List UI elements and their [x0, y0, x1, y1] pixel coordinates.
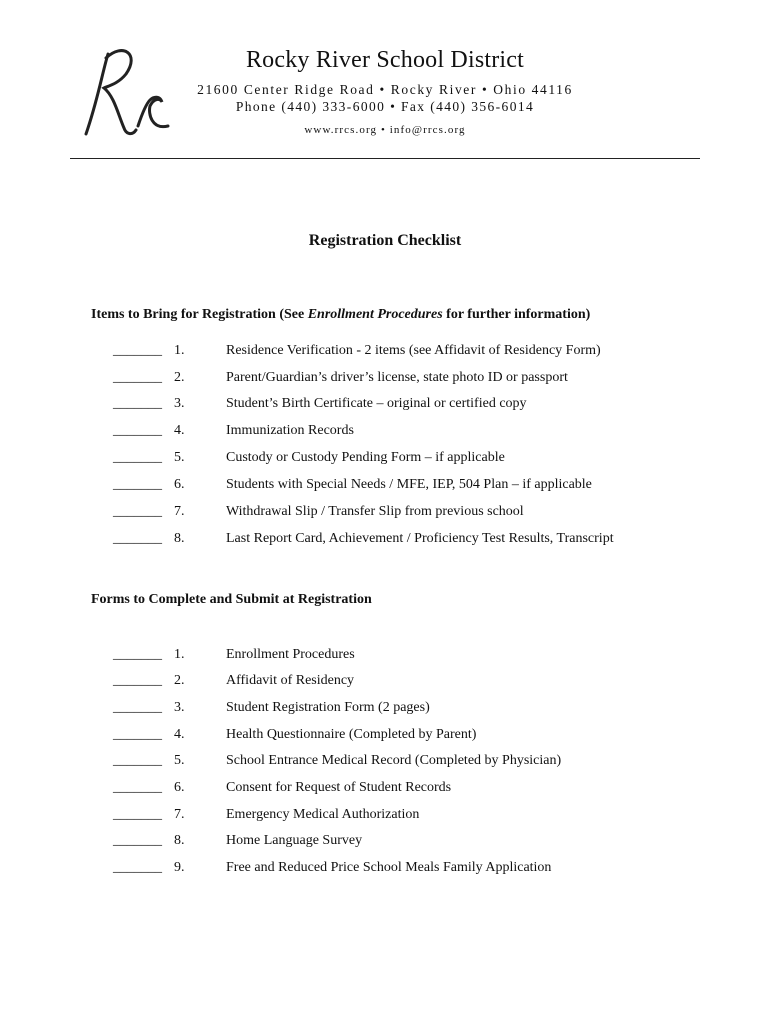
checkbox-blank-line[interactable]: _______: [113, 647, 162, 662]
checklist-row: [0, 504, 770, 524]
checkbox-blank-line[interactable]: _______: [113, 396, 162, 411]
checklist-row: [0, 673, 770, 693]
item-text: Parent/Guardian’s driver’s license, state photo ID or passport: [226, 370, 568, 385]
item-text: School Entrance Medical Record (Completed by Physician): [226, 753, 562, 768]
checkbox-blank-line[interactable]: _______: [113, 860, 162, 875]
checkbox-blank-line[interactable]: _______: [113, 700, 162, 715]
item-number: 6.: [174, 780, 185, 795]
checklist-row: [0, 370, 770, 390]
page-title: Registration Checklist: [308, 232, 462, 249]
checklist-row: [0, 753, 770, 773]
district-address: 21600 Center Ridge Road • Rocky River • Ohio 44116: [197, 82, 573, 97]
checkbox-blank-line[interactable]: _______: [113, 450, 162, 465]
checkbox-blank-line[interactable]: _______: [113, 753, 162, 768]
item-number: 6.: [174, 477, 185, 492]
checkbox-blank-line[interactable]: _______: [113, 423, 162, 438]
item-number: 2.: [174, 673, 185, 688]
checkbox-blank-line[interactable]: _______: [113, 780, 162, 795]
checklist-row: [0, 396, 770, 416]
checkbox-blank-line[interactable]: _______: [113, 504, 162, 519]
checkbox-blank-line[interactable]: _______: [113, 673, 162, 688]
checkbox-blank-line[interactable]: _______: [113, 727, 162, 742]
section-heading-prefix: Forms to Complete and Submit at Registration: [91, 592, 372, 607]
item-number: 5.: [174, 450, 185, 465]
checklist-row: [0, 780, 770, 800]
item-text: Home Language Survey: [226, 833, 363, 848]
item-number: 8.: [174, 833, 185, 848]
item-text: Residence Verification - 2 items (see Affidavit of Residency Form): [226, 343, 601, 358]
item-text: Affidavit of Residency: [226, 673, 355, 688]
checklist-row: [0, 647, 770, 667]
checklist-row: [0, 343, 770, 363]
section-heading-items-to-bring: [91, 307, 590, 323]
section-heading-forms-to-complete: [91, 592, 372, 608]
item-number: 8.: [174, 531, 185, 546]
item-number: 4.: [174, 423, 185, 438]
section-heading-suffix: for further information): [442, 307, 591, 322]
item-text: Withdrawal Slip / Transfer Slip from previous school: [226, 504, 524, 519]
checklist-row: [0, 423, 770, 443]
item-text: Immunization Records: [226, 423, 354, 438]
checklist-row: [0, 477, 770, 497]
item-text: Free and Reduced Price School Meals Family Application: [226, 860, 552, 875]
checklist-row: [0, 700, 770, 720]
item-number: 7.: [174, 504, 185, 519]
district-phone-fax: Phone (440) 333-6000 • Fax (440) 356-6014: [235, 99, 535, 114]
district-name: Rocky River School District: [245, 47, 525, 73]
item-number: 5.: [174, 753, 185, 768]
item-number: 2.: [174, 370, 185, 385]
item-text: Custody or Custody Pending Form – if applicable: [226, 450, 505, 465]
checklist-row: [0, 833, 770, 853]
checkbox-blank-line[interactable]: _______: [113, 370, 162, 385]
item-text: Last Report Card, Achievement / Proficiency Test Results, Transcript: [226, 531, 614, 546]
checkbox-blank-line[interactable]: _______: [113, 531, 162, 546]
item-text: Health Questionnaire (Completed by Parent): [226, 727, 477, 742]
item-number: 1.: [174, 647, 185, 662]
item-number: 9.: [174, 860, 185, 875]
item-number: 3.: [174, 700, 185, 715]
checkbox-blank-line[interactable]: _______: [113, 343, 162, 358]
checklist-row: [0, 450, 770, 470]
item-text: Student Registration Form (2 pages): [226, 700, 430, 715]
section-heading-emphasis: Enrollment Procedures: [307, 307, 443, 322]
item-number: 1.: [174, 343, 185, 358]
item-text: Enrollment Procedures: [226, 647, 355, 662]
item-text: Emergency Medical Authorization: [226, 807, 420, 822]
item-text: Student’s Birth Certificate – original or certified copy: [226, 396, 527, 411]
checklist-row: [0, 531, 770, 551]
item-number: 3.: [174, 396, 185, 411]
checklist-row: [0, 807, 770, 827]
item-text: Consent for Request of Student Records: [226, 780, 452, 795]
section-heading-prefix: Items to Bring for Registration (See: [91, 307, 308, 322]
item-number: 7.: [174, 807, 185, 822]
checklist-row: [0, 727, 770, 747]
item-number: 4.: [174, 727, 185, 742]
checklist-row: [0, 860, 770, 880]
checkbox-blank-line[interactable]: _______: [113, 477, 162, 492]
checkbox-blank-line[interactable]: _______: [113, 833, 162, 848]
header-divider: [70, 158, 700, 159]
district-web-email: www.rrcs.org • info@rrcs.org: [304, 124, 466, 136]
item-text: Students with Special Needs / MFE, IEP, 504 Plan – if applicable: [226, 477, 592, 492]
checkbox-blank-line[interactable]: _______: [113, 807, 162, 822]
